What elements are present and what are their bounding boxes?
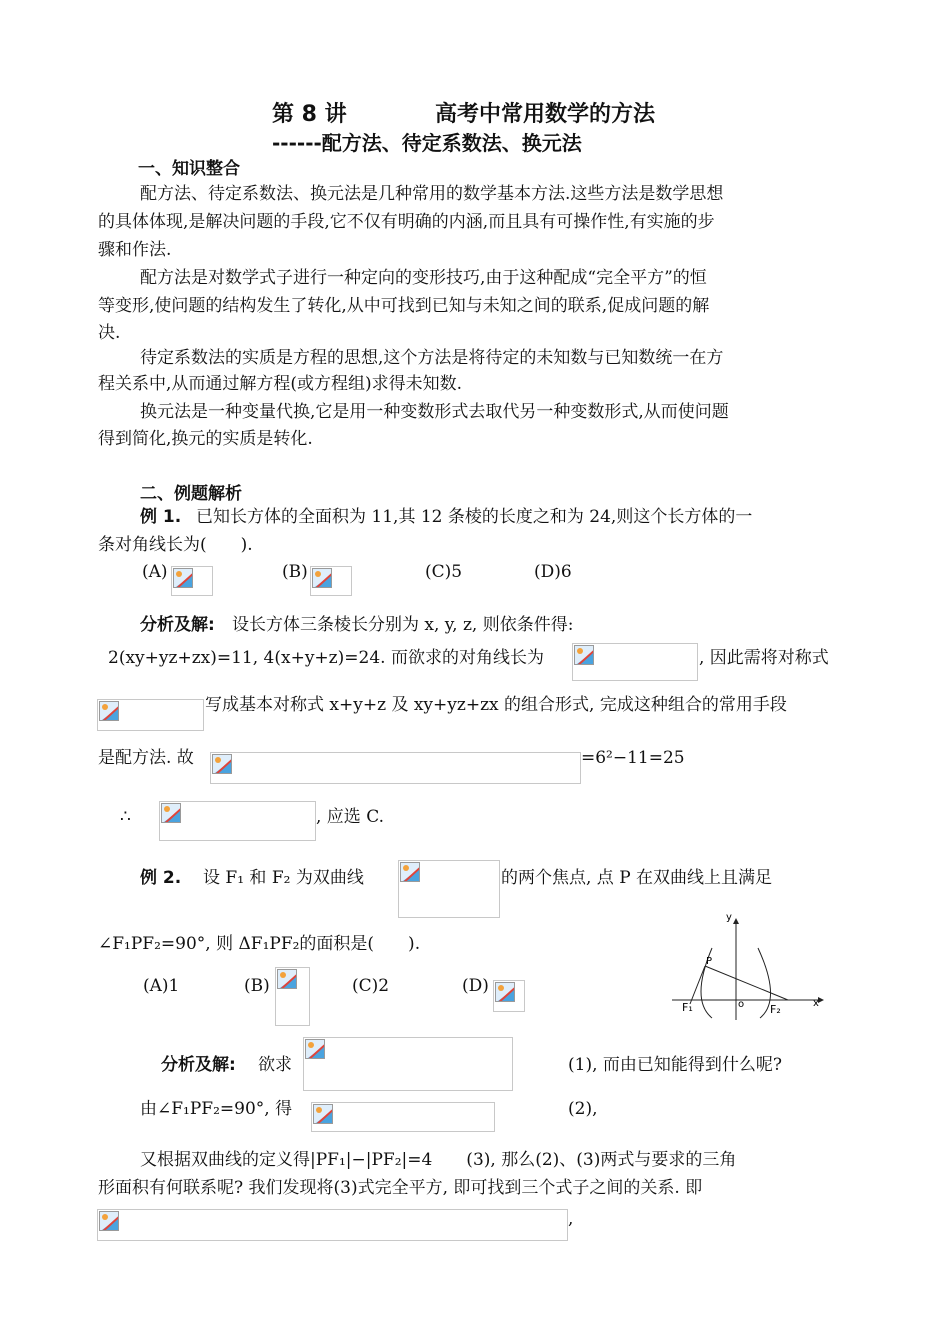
option-a-label: (A) <box>142 562 168 582</box>
formula-image-hyperbola <box>398 860 500 918</box>
formula-image-option-a <box>171 566 213 596</box>
paragraph-line: 得到简化,换元的实质是转化. <box>98 429 313 449</box>
formula-image-option-b <box>275 967 310 1026</box>
right-branch <box>758 948 771 1018</box>
analysis-want: 欲求 <box>258 1055 292 1075</box>
y-axis-arrow <box>733 918 739 924</box>
analysis-line: 是配方法. 故 <box>98 748 194 768</box>
example-2-question-cont: ∠F₁PF₂=90°, 则 ΔF₁PF₂的面积是( ). <box>98 934 421 954</box>
paragraph-line: 等变形,使问题的结构发生了转化,从中可找到已知与未知之间的联系,促成问题的解 <box>98 296 710 316</box>
analysis-line: 设长方体三条棱长分别为 x, y, z, 则依条件得: <box>232 615 574 635</box>
analysis-line: 2(xy+yz+zx)=11, 4(x+y+z)=24. 而欲求的对角线长为 <box>108 648 544 668</box>
broken-image-icon <box>99 1211 119 1231</box>
option-a: (A)1 <box>143 976 180 996</box>
formula-image-symmetric <box>97 699 204 731</box>
broken-image-icon <box>161 803 181 823</box>
broken-image-icon <box>99 701 119 721</box>
formula-image-diagonal <box>572 643 698 681</box>
broken-image-icon <box>173 568 193 588</box>
formula-image-pythagoras <box>311 1102 495 1132</box>
hyperbola-figure <box>660 908 830 1023</box>
therefore-symbol: ∴ <box>120 807 131 827</box>
paragraph-line: 程关系中,从而通过解方程(或方程组)求得未知数. <box>98 374 463 394</box>
page-subtitle: ------配方法、待定系数法、换元法 <box>272 131 582 155</box>
example-1-label: 例 1. <box>140 507 182 527</box>
formula-image-squared <box>97 1209 568 1241</box>
example-1-question: 已知长方体的全面积为 11,其 12 条棱的长度之和为 24,则这个长方体的一 <box>196 507 753 527</box>
analysis-label: 分析及解: <box>140 615 215 635</box>
lecture-number: 第 8 讲 <box>272 102 347 127</box>
option-b-label: (B) <box>282 562 308 582</box>
analysis-line: =6²−11=25 <box>581 748 685 768</box>
broken-image-icon <box>312 568 332 588</box>
line-p-f2 <box>705 966 788 1000</box>
broken-image-icon <box>400 862 420 882</box>
paragraph-line: 待定系数法的实质是方程的思想,这个方法是将待定的未知数与已知数统一在方 <box>140 348 724 368</box>
analysis-line: 由∠F₁PF₂=90°, 得 <box>140 1099 293 1119</box>
x-axis-label: x <box>813 998 819 1009</box>
broken-image-icon <box>212 754 232 774</box>
option-c: (C)5 <box>425 562 463 582</box>
example-2-question: 设 F₁ 和 F₂ 为双曲线 <box>203 868 364 888</box>
example-2-question: 的两个焦点, 点 P 在双曲线上且满足 <box>501 868 773 888</box>
broken-image-icon <box>305 1039 325 1059</box>
focus-f1-label: F₁ <box>682 1001 693 1014</box>
analysis-line: 写成基本对称式 x+y+z 及 xy+yz+zx 的组合形式, 完成这种组合的常用手段 <box>205 695 787 715</box>
formula-image-area <box>303 1037 513 1091</box>
formula-image-answer <box>159 801 316 841</box>
option-b-label: (B) <box>244 976 270 996</box>
paragraph-line: 决. <box>98 323 121 343</box>
option-c: (C)2 <box>352 976 390 996</box>
analysis-line: (2), <box>568 1099 598 1119</box>
paragraph-line: 换元法是一种变量代换,它是用一种变数形式去取代另一种变数形式,从而使问题 <box>140 402 729 422</box>
formula-image-option-d <box>493 980 525 1012</box>
formula-image-option-b <box>310 566 352 596</box>
analysis-line: 又根据双曲线的定义得|PF₁|−|PF₂|=4 (3), 那么(2)、(3)两式与要求的三角 <box>140 1150 737 1170</box>
origin-label: o <box>738 999 745 1010</box>
page-title: 高考中常用数学的方法 <box>435 102 656 127</box>
line-f1-p <box>690 966 705 1004</box>
paragraph-line: 配方法是对数学式子进行一种定向的变形技巧,由于这种配成“完全平方”的恒 <box>140 268 707 288</box>
analysis-label: 分析及解: <box>161 1055 236 1075</box>
y-axis-label: y <box>726 912 732 923</box>
broken-image-icon <box>574 645 594 665</box>
paragraph-line: 的具体体现,是解决问题的手段,它不仅有明确的内涵,而且具有可操作性,有实施的步 <box>98 212 715 232</box>
paragraph-line: 骤和作法. <box>98 240 172 260</box>
analysis-line: , 因此需将对称式 <box>699 648 829 668</box>
option-d-label: (D) <box>462 976 489 996</box>
analysis-line: , <box>568 1209 574 1229</box>
point-p-label: P <box>706 956 713 967</box>
broken-image-icon <box>313 1104 333 1124</box>
analysis-line: , 应选 C. <box>316 807 385 827</box>
analysis-line: 形面积有何联系呢? 我们发现将(3)式完全平方, 即可找到三个式子之间的关系. 即 <box>98 1178 703 1198</box>
example-2-label: 例 2. <box>140 868 182 888</box>
formula-image-square-sum <box>210 752 581 784</box>
broken-image-icon <box>277 969 297 989</box>
analysis-line: (1), 而由已知能得到什么呢? <box>568 1055 783 1075</box>
option-d: (D)6 <box>534 562 572 582</box>
focus-f2-label: F₂ <box>770 1003 781 1016</box>
paragraph-line: 配方法、待定系数法、换元法是几种常用的数学基本方法.这些方法是数学思想 <box>140 184 724 204</box>
section-heading-knowledge: 一、知识整合 <box>138 159 240 179</box>
broken-image-icon <box>495 982 515 1002</box>
example-1-question-cont: 条对角线长为( ). <box>98 535 253 555</box>
section-heading-examples: 二、例题解析 <box>140 484 242 504</box>
